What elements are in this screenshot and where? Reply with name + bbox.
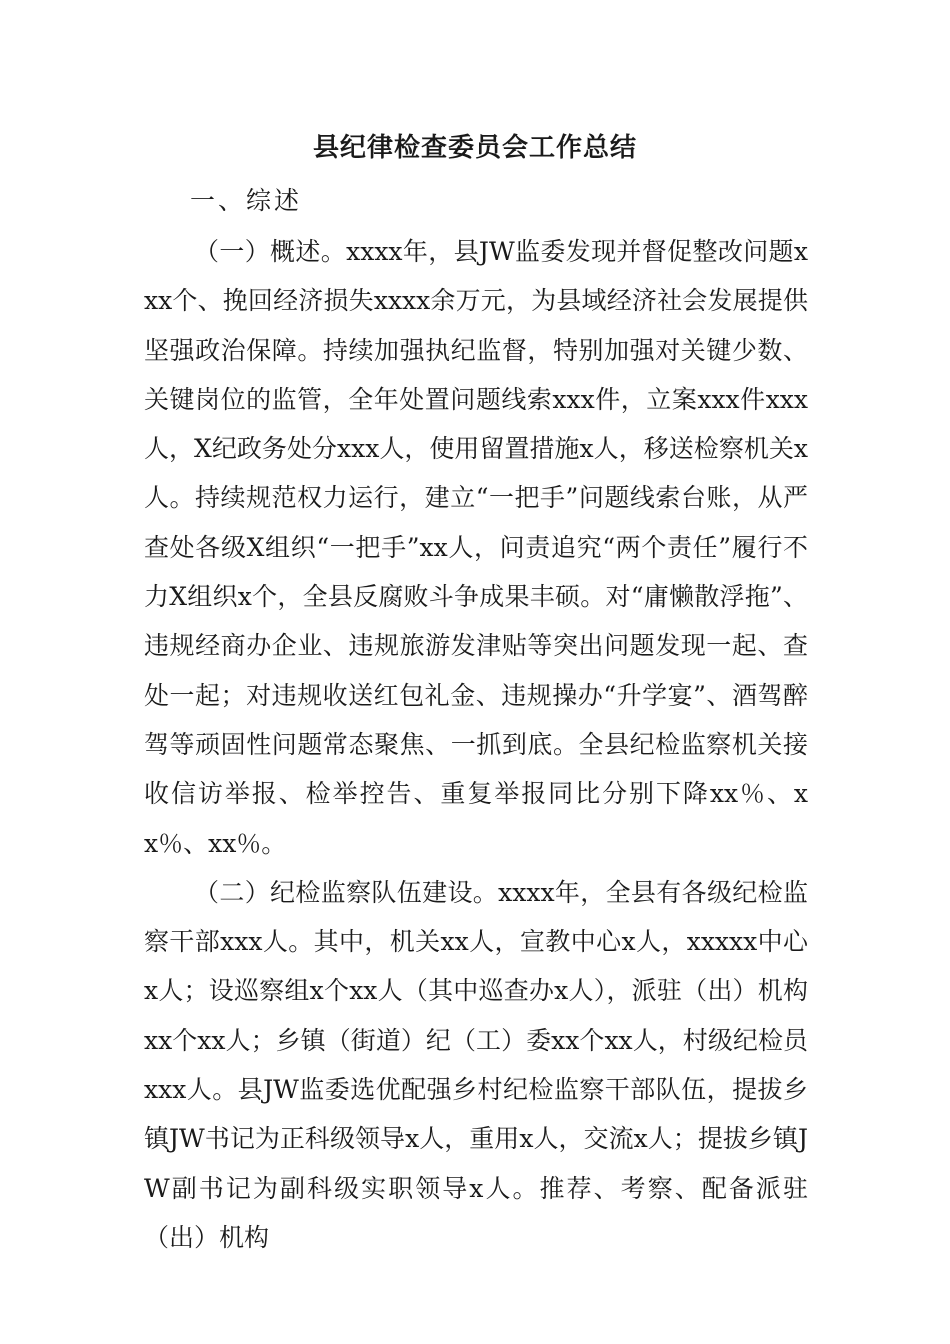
paragraph-overview: （一）概述。xxxx年，县JW监委发现并督促整改问题xxx个、挽回经济损失xxxx余万元，为县域经济社会发展提供坚强政治保障。持续加强执纪监督，特别加强对关键少数、关键岗位的监管，全年处置问题线索xxx件，立案xxx件xxx人，X纪政务处分xxx人，使用留置措施x人，移送检察机关x人。持续规范权力运行，建立“一把手”问题线索台账，从严查处各级X组织“一把手”xx人，问责追究“两个责任”履行不力X组织x个，全县反腐败斗争成果丰硕。对“庸懒散浮拖”、违规经商办企业、违规旅游发津贴等突出问题发现一起、查处一起；对违规收送红包礼金、违规操办“升学宴”、酒驾醉驾等顽固性问题常态聚焦、一抓到底。全县纪检监察机关接收信访举报、检举控告、重复举报同比分别下降xx％、xx％、xx％。	[144, 237, 808, 858]
document-body	[144, 227, 808, 1262]
document-title: 县纪律检查委员会工作总结	[312, 133, 637, 163]
section-heading: 一、综述	[190, 186, 303, 215]
paragraph-team-building: （二）纪检监察队伍建设。xxxx年，全县有各级纪检监察干部xxx人。其中，机关xx人，宣教中心x人，xxxxx中心x人；设巡察组x个xx人（其中巡查办x人），派驻（出）机构xx个xx人；乡镇（街道）纪（工）委xx个xx人，村级纪检员xxx人。县JW监委选优配强乡村纪检监察干部队伍，提拔乡镇JW书记为正科级领导x人，重用x人，交流x人；提拔乡镇JW副书记为副科级实职领导x人。推荐、考察、配备派驻（出）机构	[144, 877, 808, 1252]
